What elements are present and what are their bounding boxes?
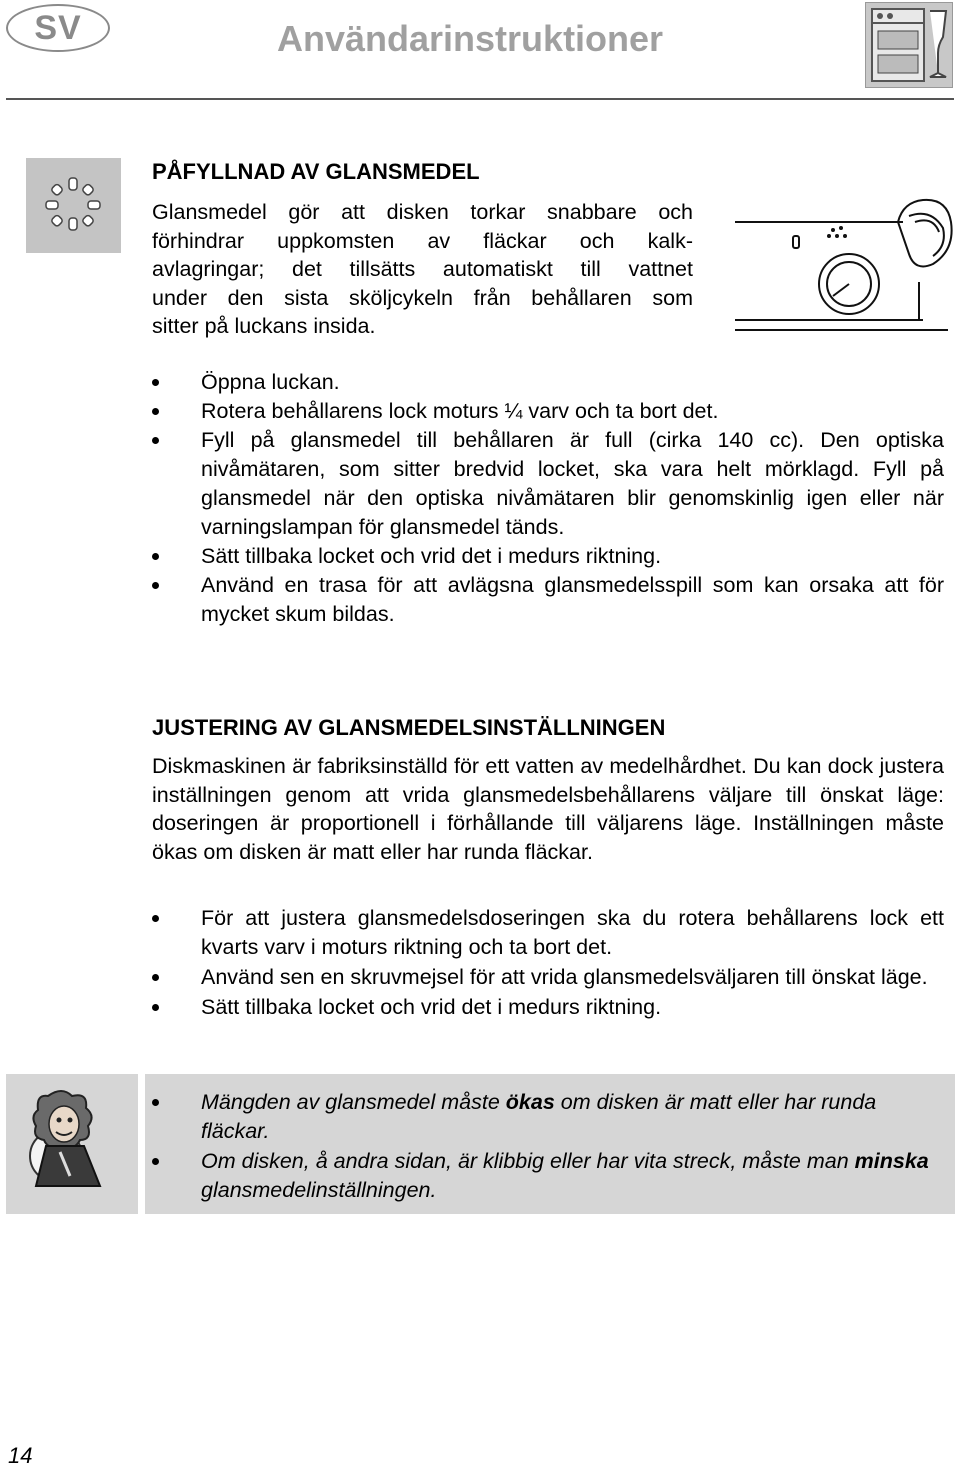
list-item-text: Rotera behållarens lock moturs ¼ varv och ta bort det. xyxy=(201,399,719,423)
list-item-text: Fyll på glansmedel till behållaren är full (cirka 140 cc). Den optiska nivåmätaren, som sitter bredvid locket, ska vara helt mörklagd. Fyll på glansmedel när den optiska nivåmätaren blir genomskinlig igen eller när varningslampan för glansmedel tänds. xyxy=(201,428,944,539)
intro-line: under den sista sköljcykeln från behållaren som xyxy=(152,285,693,310)
list-item-text: För att justera glansmedelsdoseringen ska du rotera behållarens lock ett kvarts varv i moturs riktning och ta bort det. xyxy=(201,906,944,959)
bullet-icon xyxy=(152,379,159,386)
list-item xyxy=(152,542,944,571)
bullet-icon xyxy=(152,915,159,922)
language-badge: SV xyxy=(6,4,110,52)
list-item xyxy=(152,571,944,629)
note-text: Om disken, å andra sidan, är klibbig eller har vita streck, måste man xyxy=(201,1149,855,1173)
bullet-icon xyxy=(152,974,159,981)
note-emphasis: ökas xyxy=(505,1090,555,1114)
adjustment-paragraph: Diskmaskinen är fabriksinställd för ett vatten av medelhårdhet. Du kan dock justera inställningen genom att vrida glansmedelsbehållarens väljare till önskat läge: doseringen är proportionell i förhållande till väljarens läge. Inställningen måste ökas om disken är matt eller har runda fläckar. xyxy=(152,754,944,864)
list-item xyxy=(152,993,944,1022)
intro-line: Glansmedel gör att disken torkar snabbare och xyxy=(152,200,693,224)
bullet-icon xyxy=(152,553,159,560)
section-heading-rinse-aid-adjustment: JUSTERING AV GLANSMEDELSINSTÄLLNINGEN xyxy=(152,715,666,740)
list-item-text: Använd en trasa för att avlägsna glansmedelsspill som kan orsaka att för mycket skum bildas. xyxy=(201,573,944,626)
list-item-text: Sätt tillbaka locket och vrid det i medurs riktning. xyxy=(201,995,662,1019)
note-panel xyxy=(145,1074,955,1214)
list-item-text: Sätt tillbaka locket och vrid det i medurs riktning. xyxy=(201,544,662,568)
list-item xyxy=(152,368,944,397)
list-item xyxy=(152,1147,946,1205)
bullet-icon xyxy=(152,1158,159,1165)
section-heading-rinse-aid-fill: PÅFYLLNAD AV GLANSMEDEL xyxy=(152,159,480,184)
header-divider xyxy=(6,98,954,100)
adjustment-steps-list xyxy=(152,904,944,1022)
bullet-icon xyxy=(152,437,159,444)
page-number: 14 xyxy=(8,1443,33,1468)
list-item-text: Öppna luckan. xyxy=(201,370,340,394)
list-item xyxy=(152,963,944,992)
note-text: om disken är matt eller har runda fläckar. xyxy=(201,1090,877,1143)
list-item xyxy=(152,904,944,962)
note-icon-panel xyxy=(6,1074,138,1214)
note-emphasis: minska xyxy=(854,1149,929,1173)
rinse-aid-dispenser-illustration xyxy=(733,192,957,342)
note-list xyxy=(152,1088,946,1205)
bullet-icon xyxy=(152,1004,159,1011)
cartoon-woman-icon xyxy=(26,1086,112,1201)
dishwasher-icon xyxy=(865,2,953,88)
list-item-text: Använd sen en skruvmejsel för att vrida glansmedelsväljaren till önskat läge. xyxy=(201,965,928,989)
page-title: Användarinstruktioner xyxy=(277,18,664,59)
intro-line: avlagringar; det tillsätts automatiskt till vattnet xyxy=(152,257,693,281)
bullet-icon xyxy=(152,582,159,589)
fill-steps-list xyxy=(152,368,944,629)
intro-line: sitter på luckans insida. xyxy=(152,314,376,338)
list-item xyxy=(152,426,944,542)
intro-line: förhindrar uppkomsten av fläckar och kalk- xyxy=(152,228,693,253)
list-item xyxy=(152,397,944,426)
intro-paragraph xyxy=(152,198,693,341)
bullet-icon xyxy=(152,408,159,415)
list-item xyxy=(152,1088,946,1146)
bullet-icon xyxy=(152,1099,159,1106)
note-text: Mängden av glansmedel måste xyxy=(201,1090,506,1114)
rinse-aid-icon xyxy=(26,158,121,253)
note-text: glansmedelinställningen. xyxy=(201,1178,437,1202)
